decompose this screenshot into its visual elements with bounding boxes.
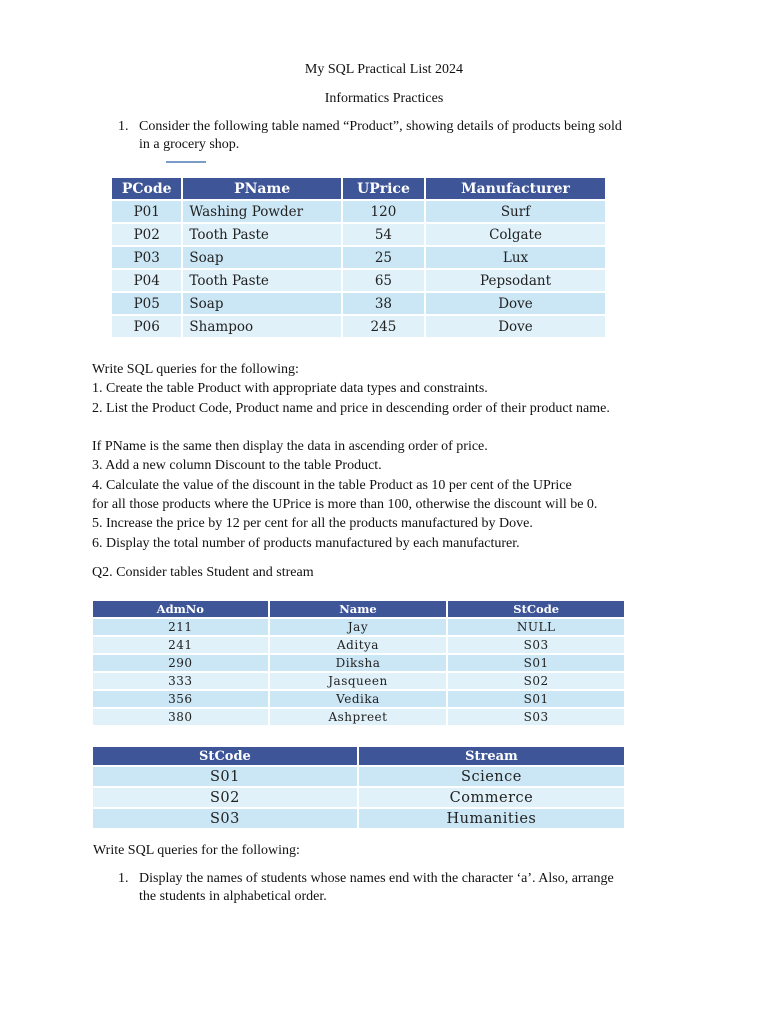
table-cell: P05: [112, 292, 182, 315]
table-cell: Ashpreet: [269, 708, 448, 725]
table-cell: P06: [112, 315, 182, 337]
table-header-row: [93, 601, 624, 618]
table-cell: S03: [447, 708, 624, 725]
table-cell: Surf: [425, 200, 605, 223]
table-cell: 241: [93, 636, 269, 654]
page-title: My SQL Practical List 2024: [304, 62, 464, 77]
table-cell: 54: [342, 223, 425, 246]
query-item: 1. Create the table Product with appropriate data types and constraints.: [92, 381, 488, 396]
table-cell: 211: [93, 618, 269, 636]
table-cell: Soap: [182, 292, 341, 315]
table-cell: 333: [93, 672, 269, 690]
stream-table: [93, 747, 624, 828]
table-cell: S01: [93, 766, 358, 787]
query-item: 5. Increase the price by 12 per cent for all the products manufactured by Dove.: [92, 516, 533, 531]
column-header: PName: [182, 178, 341, 200]
table-cell: Washing Powder: [182, 200, 341, 223]
product-table: [112, 178, 605, 337]
table-row: [112, 269, 605, 292]
student-table: [93, 601, 624, 725]
table-cell: P01: [112, 200, 182, 223]
column-header: Name: [269, 601, 448, 618]
table-row: [112, 223, 605, 246]
table-row: [93, 708, 624, 725]
query-item: 3. Add a new column Discount to the table Product.: [92, 458, 382, 473]
question-2-heading: Q2. Consider tables Student and stream: [92, 565, 314, 580]
table-cell: 245: [342, 315, 425, 337]
table-cell: 65: [342, 269, 425, 292]
query-item: 4. Calculate the value of the discount in the table Product as 10 per cent of the UPrice: [92, 478, 572, 493]
table-cell: P04: [112, 269, 182, 292]
table-cell: Commerce: [358, 787, 624, 808]
table-row: [93, 808, 624, 828]
table-row: [93, 618, 624, 636]
queries-heading: Write SQL queries for the following:: [92, 362, 299, 377]
query-item: If PName is the same then display the data in ascending order of price.: [92, 439, 488, 454]
column-header: Stream: [358, 747, 624, 766]
table-cell: Tooth Paste: [182, 223, 341, 246]
table-header-row: [112, 178, 605, 200]
column-header: StCode: [93, 747, 358, 766]
table-cell: 120: [342, 200, 425, 223]
question-1-number: 1.: [118, 119, 129, 134]
table-cell: S03: [447, 636, 624, 654]
table-row: [93, 787, 624, 808]
table-cell: 38: [342, 292, 425, 315]
column-header: PCode: [112, 178, 182, 200]
table-cell: Jasqueen: [269, 672, 448, 690]
table-cell: S01: [447, 690, 624, 708]
column-header: Manufacturer: [425, 178, 605, 200]
table-cell: Dove: [425, 315, 605, 337]
table-cell: Colgate: [425, 223, 605, 246]
question-1-text-line1: Consider the following table named “Product”, showing details of products being sold: [139, 119, 622, 134]
table-cell: Aditya: [269, 636, 448, 654]
column-header: UPrice: [342, 178, 425, 200]
query-2-1-number: 1.: [118, 871, 129, 886]
table-cell: S01: [447, 654, 624, 672]
queries-heading-2: Write SQL queries for the following:: [93, 843, 300, 858]
page-subtitle: Informatics Practices: [324, 91, 444, 106]
table-cell: Pepsodant: [425, 269, 605, 292]
column-header: StCode: [447, 601, 624, 618]
table-cell: Lux: [425, 246, 605, 269]
table-row: [93, 654, 624, 672]
table-header-row: [93, 747, 624, 766]
table-cell: S03: [93, 808, 358, 828]
table-cell: Soap: [182, 246, 341, 269]
table-row: [93, 636, 624, 654]
table-cell: S02: [447, 672, 624, 690]
query-2-1-line2: the students in alphabetical order.: [139, 889, 327, 904]
table-cell: Diksha: [269, 654, 448, 672]
table-cell: 380: [93, 708, 269, 725]
query-item: 2. List the Product Code, Product name and price in descending order of their product name.: [92, 401, 610, 416]
table-cell: 356: [93, 690, 269, 708]
table-cell: Tooth Paste: [182, 269, 341, 292]
divider: [166, 161, 206, 163]
table-cell: Shampoo: [182, 315, 341, 337]
query-item: for all those products where the UPrice is more than 100, otherwise the discount will be 0.: [92, 497, 598, 512]
column-header: AdmNo: [93, 601, 269, 618]
table-cell: Vedika: [269, 690, 448, 708]
table-row: [112, 292, 605, 315]
table-cell: Dove: [425, 292, 605, 315]
table-cell: 290: [93, 654, 269, 672]
table-row: [93, 766, 624, 787]
table-cell: P03: [112, 246, 182, 269]
query-item: 6. Display the total number of products manufactured by each manufacturer.: [92, 536, 520, 551]
table-row: [93, 672, 624, 690]
table-cell: 25: [342, 246, 425, 269]
table-cell: Jay: [269, 618, 448, 636]
table-cell: P02: [112, 223, 182, 246]
table-row: [112, 246, 605, 269]
question-1-text-line2: in a grocery shop.: [139, 137, 240, 152]
table-cell: S02: [93, 787, 358, 808]
query-2-1-line1: Display the names of students whose names end with the character ‘a’. Also, arrange: [139, 871, 614, 886]
table-row: [93, 690, 624, 708]
table-row: [112, 315, 605, 337]
table-cell: Science: [358, 766, 624, 787]
table-row: [112, 200, 605, 223]
table-cell: Humanities: [358, 808, 624, 828]
table-cell: NULL: [447, 618, 624, 636]
